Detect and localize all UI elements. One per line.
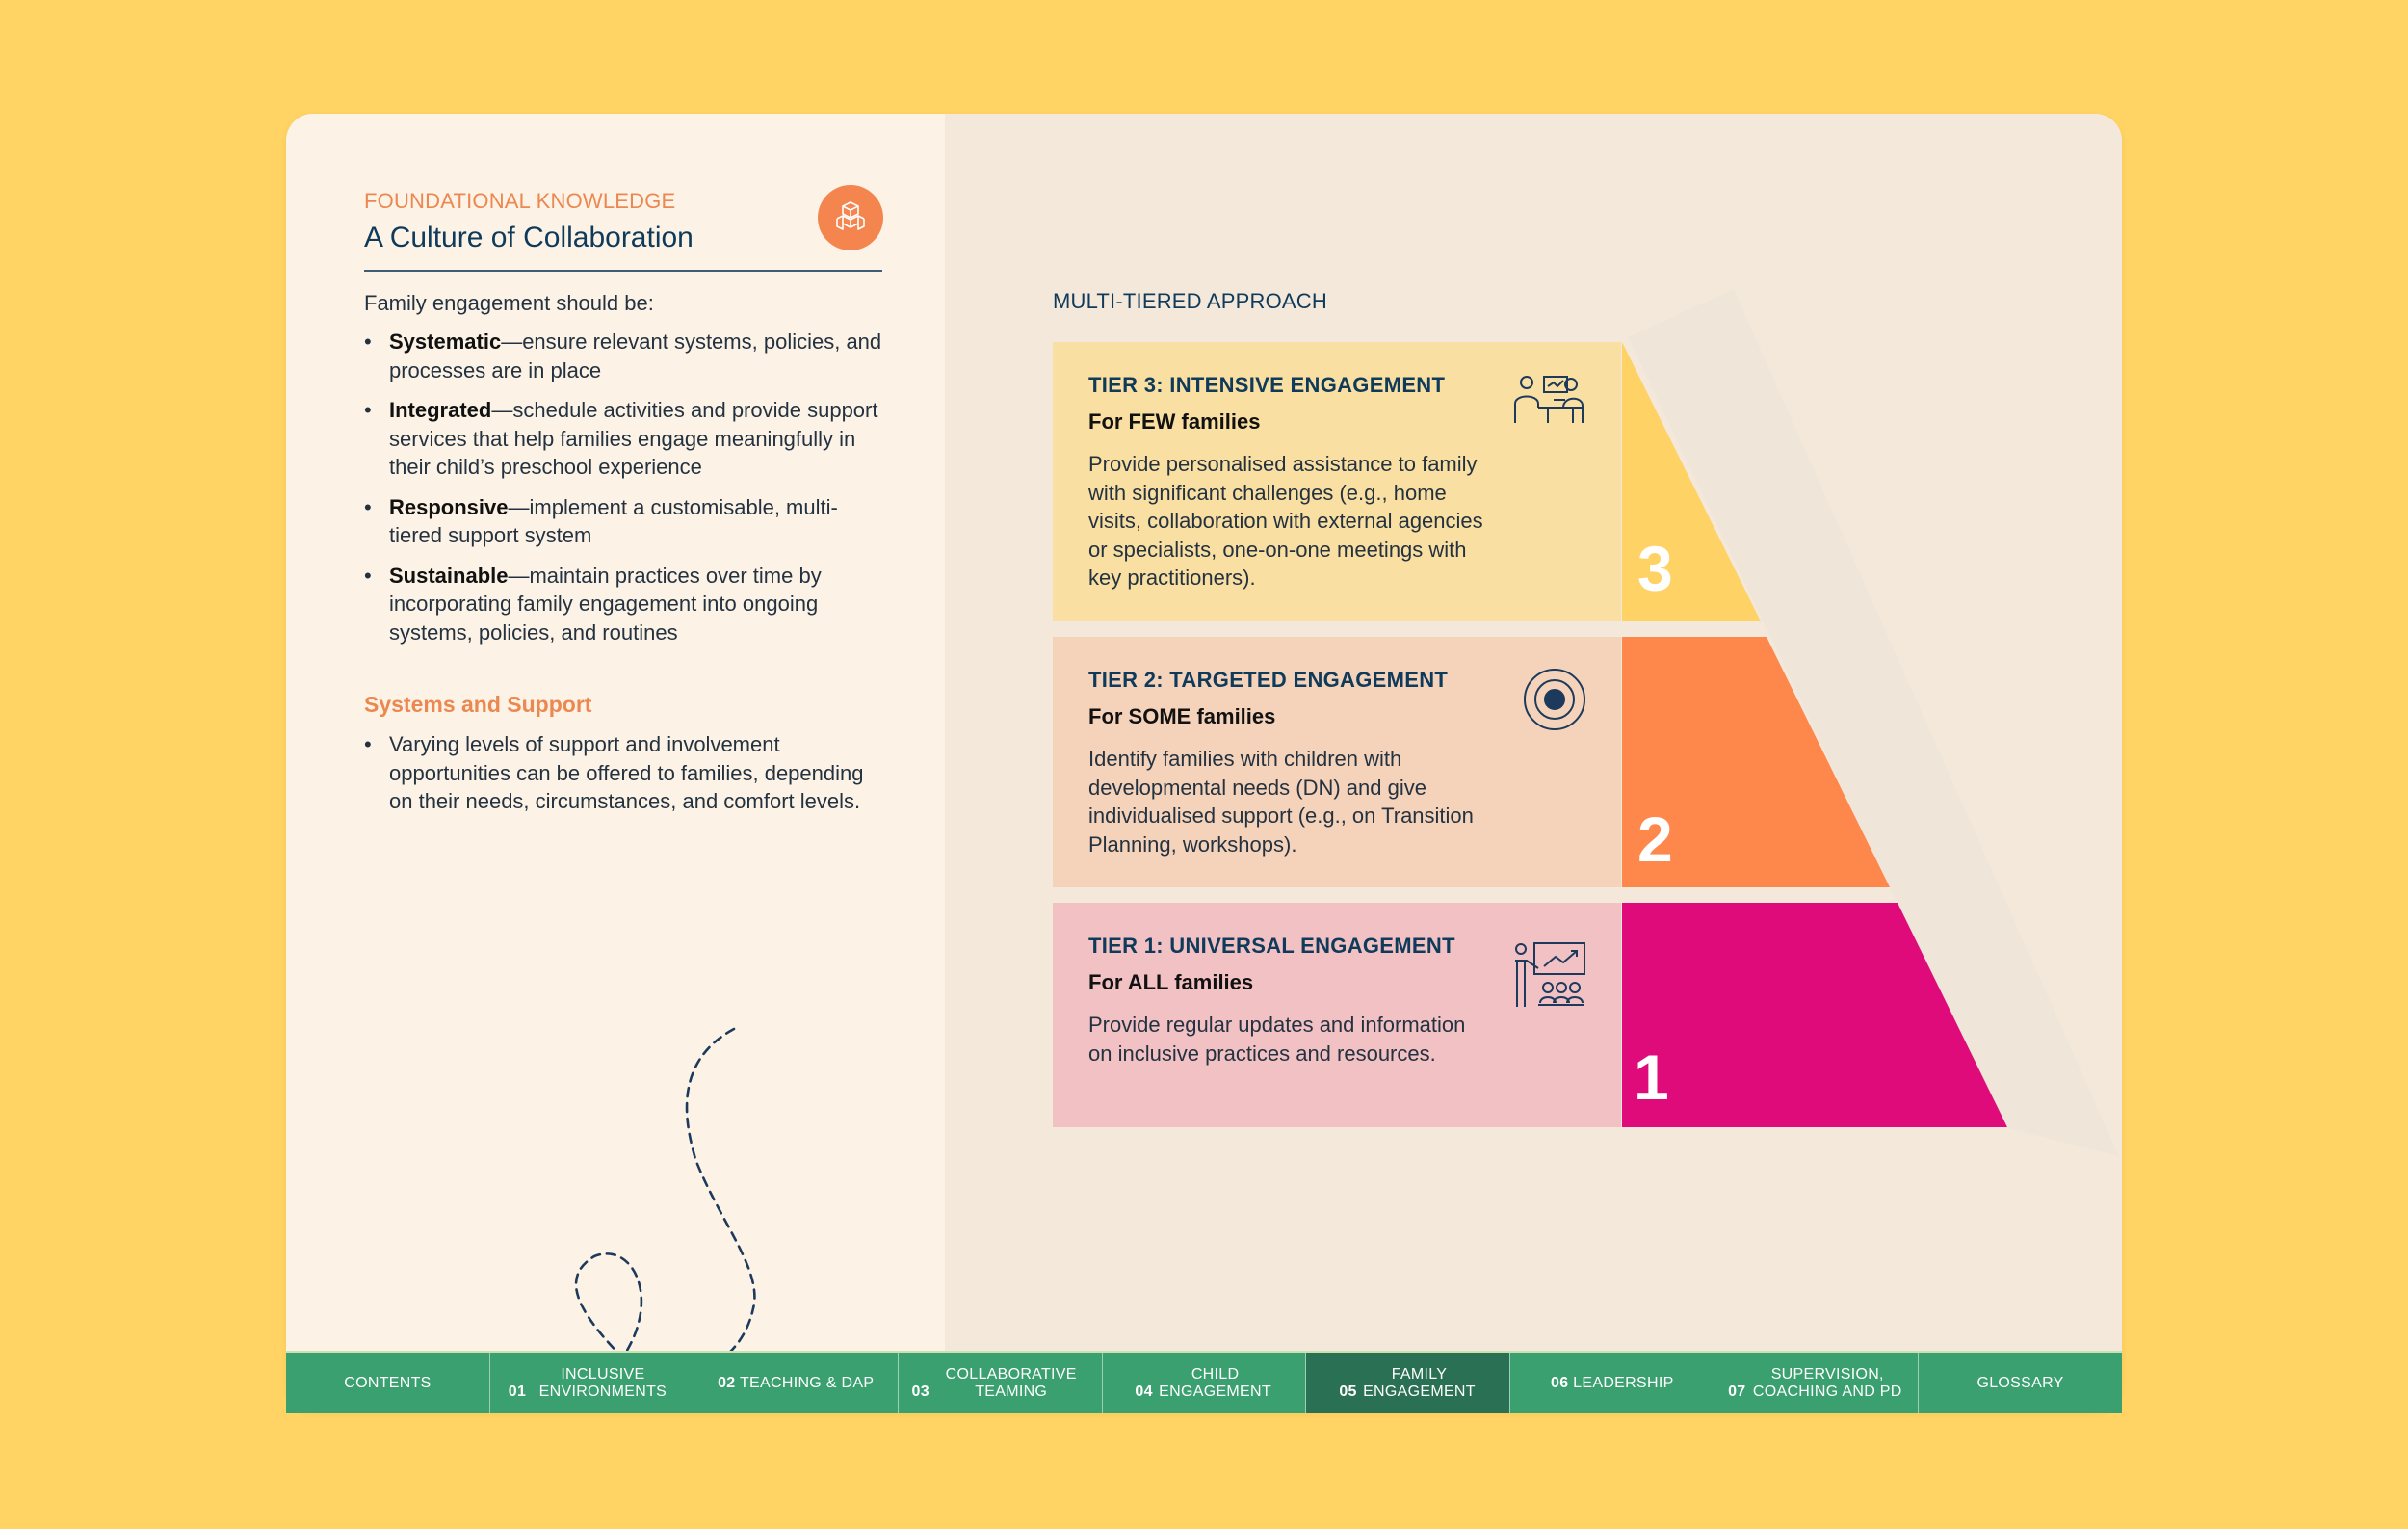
nav-contents[interactable] [286,1353,490,1413]
tier-2-card [1053,637,1621,887]
nav-label: FAMILY ENGAGEMENT [1363,1365,1476,1400]
nav-chapter-03[interactable] [899,1353,1103,1413]
principle-term: Integrated [389,398,492,422]
nav-chapter-02[interactable] [694,1353,899,1413]
target-icon [1523,668,1586,731]
nav-glossary[interactable] [1919,1353,2122,1413]
nav-label: GLOSSARY [1976,1374,2064,1391]
nav-label: CONTENTS [344,1374,432,1391]
nav-number: 04 [1135,1383,1153,1400]
tier-title: TIER 3: INTENSIVE ENGAGEMENT [1088,373,1446,397]
nav-label: LEADERSHIP [1573,1374,1674,1391]
tier-audience: For SOME families [1088,704,1276,728]
nav-number: 02 [718,1374,736,1391]
nav-label: INCLUSIVE ENVIRONMENTS [538,1365,667,1400]
chapter-nav [286,1351,2122,1413]
tier-3-card [1053,342,1621,621]
principle-text: —ensure relevant systems, policies, and processes are in place [389,330,882,382]
nav-label: CHILD ENGAGEMENT [1159,1365,1271,1400]
nav-chapter-04[interactable] [1103,1353,1307,1413]
nav-label: SUPERVISION, COACHING AND PD [1752,1365,1902,1400]
nav-label: COLLABORATIVE TEAMING [945,1365,1077,1400]
meeting-icon [1509,373,1588,425]
tier-3-number: 3 [1637,533,1673,604]
principle-term: Responsive [389,494,509,519]
nav-chapter-05[interactable] [1306,1353,1510,1413]
support-heading: Systems and Support [364,692,592,717]
principle-text: —implement a customisable, multi-tiered support system [389,494,838,547]
tier-title: TIER 1: UNIVERSAL ENGAGEMENT [1088,934,1455,958]
tier-title: TIER 2: TARGETED ENGAGEMENT [1088,668,1449,692]
nav-number: 07 [1728,1383,1746,1400]
tier-audience: For FEW families [1088,409,1261,434]
page-title: A Culture of Collaboration [364,222,694,253]
approach-label: MULTI-TIERED APPROACH [1053,289,1327,313]
nav-number: 05 [1339,1383,1357,1400]
list-item: • Varying levels of support and involvement opportunities can be offered to families, depending on their needs, circumstances, and comfort levels. [364,730,865,816]
section-eyebrow: FOUNDATIONAL KNOWLEDGE [364,189,676,213]
tier-1-number: 1 [1634,1041,1669,1113]
principle-term: Systematic [389,330,502,354]
nav-chapter-01[interactable] [490,1353,694,1413]
principle-text: —maintain practices over time by incorporating family engagement into ongoing systems, policies, and routines [389,563,822,645]
nav-number: 06 [1551,1374,1569,1391]
tier-1-card [1053,903,1621,1127]
nav-number: 01 [508,1383,527,1400]
nav-chapter-06[interactable] [1510,1353,1714,1413]
principle-text: —schedule activities and provide support services that help families engage meaningfully in their child’s preschool experience [389,398,878,479]
principle-term: Sustainable [389,563,509,588]
tier-description: Provide regular updates and information on inclusive practices and resources. [1088,1013,1466,1066]
tier-2-number: 2 [1637,804,1673,875]
nav-chapter-07[interactable] [1714,1353,1919,1413]
tier-audience: For ALL families [1088,970,1254,994]
intro-text: Family engagement should be: [364,291,654,315]
tier-description: Identify families with children with developmental needs (DN) and give individualised support (e.g., on Transition Planning, workshops). [1088,747,1474,857]
tier-description: Provide personalised assistance to family with significant challenges (e.g., home visits, collaboration with external agencies or specialists, one-on-one meetings with key practitioners). [1088,452,1483,590]
nav-number: 03 [911,1383,929,1400]
nav-label: TEACHING & DAP [739,1374,875,1391]
presentation-icon [1513,939,1586,1009]
